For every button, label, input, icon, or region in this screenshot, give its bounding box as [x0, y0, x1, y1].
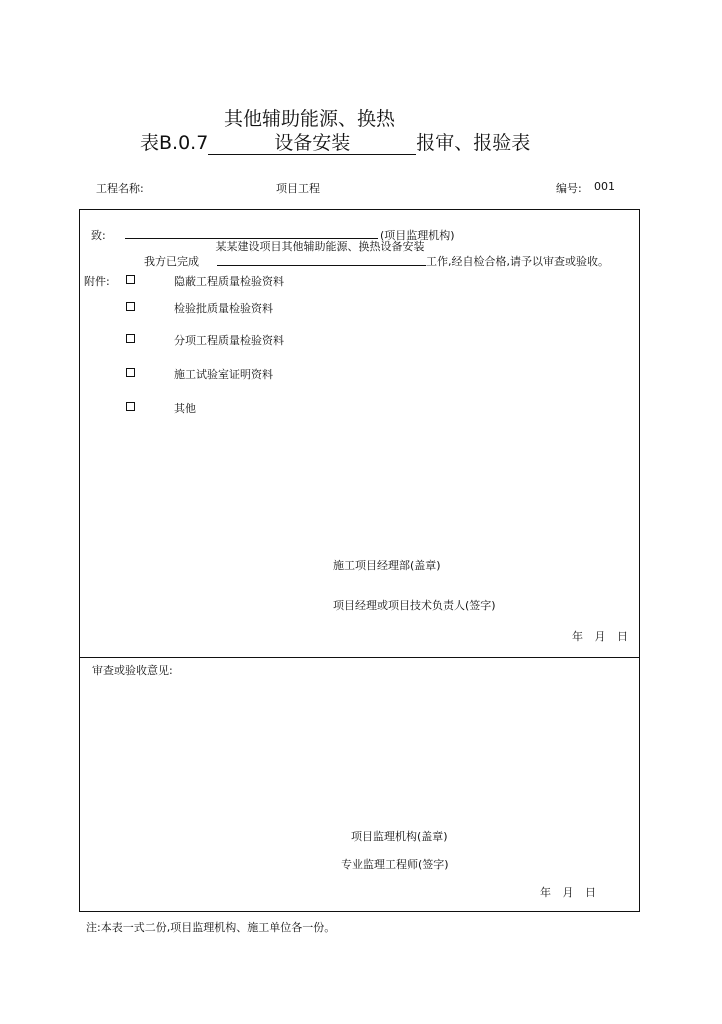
- recipient-suffix: (项目监理机构): [380, 229, 455, 242]
- title-fill-blank: 设备安装: [208, 132, 416, 155]
- attachment-checkbox[interactable]: [126, 275, 135, 284]
- number-value: 001: [594, 180, 615, 193]
- opinion-label: 审查或验收意见:: [92, 664, 173, 677]
- completed-suffix: 工作,经自检合格,请予以审查或验收。: [426, 255, 609, 268]
- contractor-stamp-label: 施工项目经理部(盖章): [333, 559, 441, 572]
- footer-note: 注:本表一式二份,项目监理机构、施工单位各一份。: [86, 921, 336, 934]
- number-label: 编号:: [556, 182, 582, 195]
- completed-work-underline: [217, 265, 426, 266]
- attachment-checkbox[interactable]: [126, 302, 135, 311]
- supervisor-sign-label: 专业监理工程师(签字): [341, 858, 449, 871]
- form-title-suffix: 报审、报验表: [416, 132, 531, 154]
- form-number: 表B.0.7: [140, 132, 209, 154]
- form-title-line1: 其他辅助能源、换热: [224, 108, 396, 130]
- completed-label: 我方已完成: [144, 255, 199, 268]
- to-label: 致:: [91, 229, 106, 242]
- attachment-checkbox[interactable]: [126, 402, 135, 411]
- contractor-sign-label: 项目经理或项目技术负责人(签字): [333, 599, 496, 612]
- attachment-label: 分项工程质量检验资料: [174, 334, 284, 347]
- form-title-line2: [140, 128, 530, 155]
- attachment-label: 其他: [174, 402, 196, 415]
- supervisor-stamp-label: 项目监理机构(盖章): [351, 830, 448, 843]
- section-divider: [79, 657, 640, 658]
- project-name-label: 工程名称:: [96, 182, 144, 195]
- recipient-underline: [125, 238, 378, 239]
- attachment-checkbox[interactable]: [126, 368, 135, 377]
- attachments-label: 附件:: [84, 275, 110, 288]
- completed-work: 某某建设项目其他辅助能源、换热设备安装: [215, 240, 425, 253]
- attachment-label: 检验批质量检验资料: [174, 302, 273, 315]
- supervisor-date-label: 年 月 日: [540, 886, 596, 899]
- attachment-label: 隐蔽工程质量检验资料: [174, 275, 284, 288]
- contractor-date-label: 年 月 日: [572, 630, 628, 643]
- attachment-label: 施工试验室证明资料: [174, 368, 273, 381]
- attachment-checkbox[interactable]: [126, 334, 135, 343]
- project-name-value: 项目工程: [276, 182, 320, 195]
